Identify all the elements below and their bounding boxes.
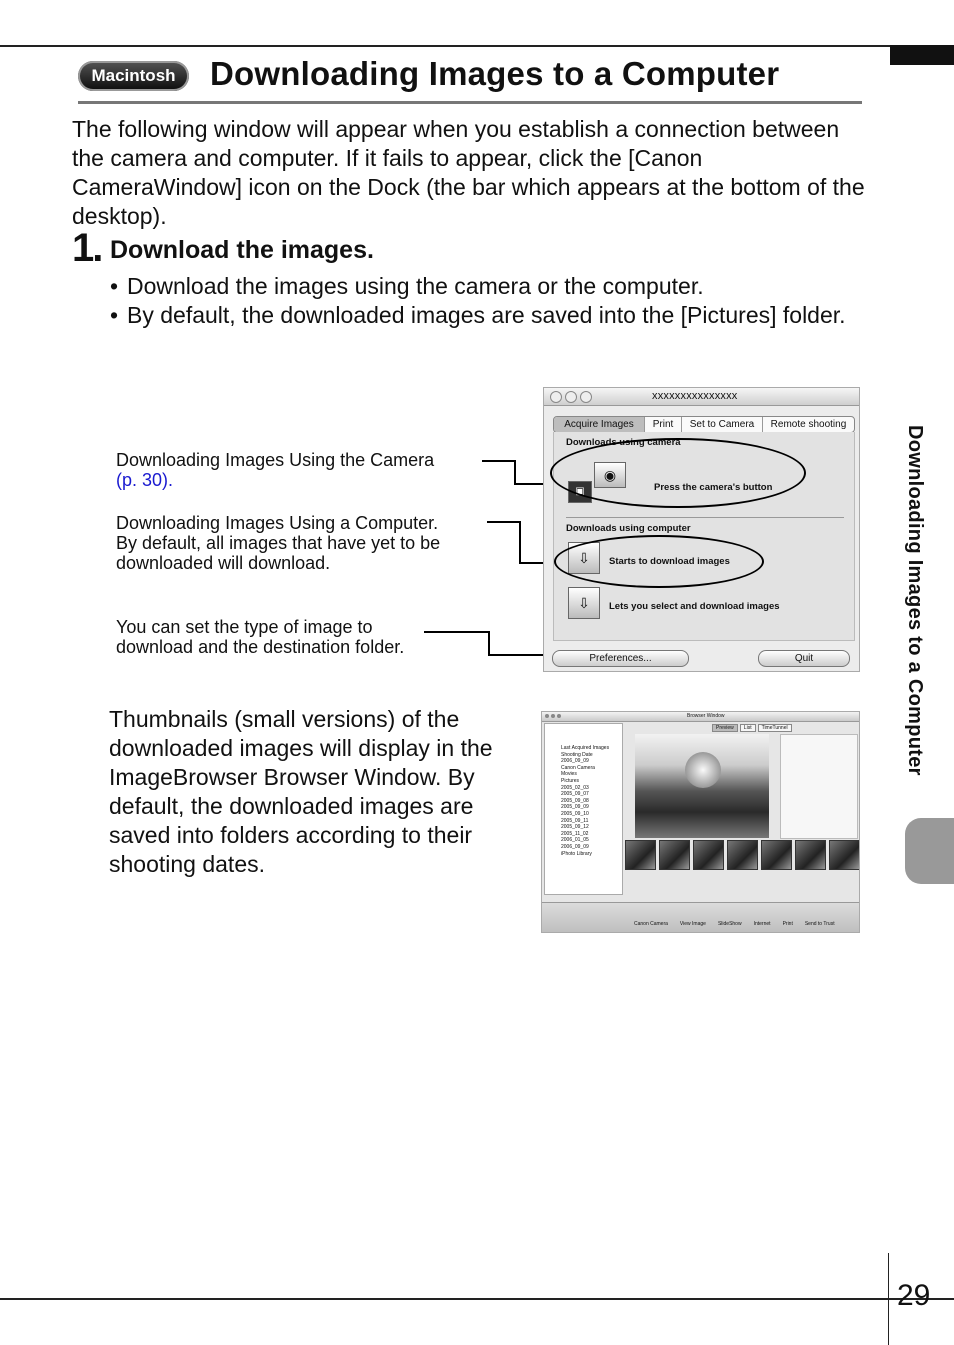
highlight-ellipse	[554, 535, 764, 588]
folder-item[interactable]: 2006_01_05	[561, 837, 589, 844]
zoom-dot-icon[interactable]	[580, 391, 592, 403]
close-dot-icon[interactable]	[545, 714, 549, 718]
top-tab-marker	[890, 45, 954, 65]
thumbnails-paragraph: Thumbnails (small versions) of the downloaded images will display in the ImageBrowser Browser Window. By default, the downloaded images are saved into folders according to their shooting dates.	[109, 706, 493, 877]
browser-toolbar	[542, 902, 859, 933]
quit-button[interactable]: Quit	[758, 650, 850, 667]
camera-body-icon: ▣	[568, 481, 592, 503]
folder-item[interactable]: Canon Camera	[561, 764, 595, 771]
tab-acquire-images[interactable]: Acquire Images	[554, 417, 645, 432]
camera-window-tabs	[553, 416, 855, 433]
close-dot-icon[interactable]	[550, 391, 562, 403]
acquire-panel	[553, 432, 855, 641]
leader-line	[514, 460, 516, 485]
tab-timetunnel[interactable]: TimeTunnel	[758, 724, 792, 732]
callout-camera	[116, 450, 434, 490]
select-download-text[interactable]: Lets you select and download images	[609, 601, 780, 612]
toolbar-button[interactable]: View Image	[679, 921, 706, 927]
folder-item[interactable]: 2005_09_07	[561, 791, 589, 798]
starts-download-text[interactable]: Starts to download images	[609, 556, 730, 567]
select-download-icon[interactable]: ⇩	[568, 587, 600, 619]
folder-item[interactable]: 2005_11_02	[561, 830, 589, 837]
folder-item[interactable]: 2005_09_10	[561, 810, 589, 817]
callout-computer-line2: By default, all images that have yet to be	[116, 533, 441, 553]
callout-computer	[116, 513, 440, 573]
auto-download-icon[interactable]: ⇩	[568, 542, 600, 574]
callout-computer-line1: Downloading Images Using a Computer.	[116, 513, 439, 533]
window-title: xxxxxxxxxxxxxxx	[652, 390, 738, 402]
page-title: Downloading Images to a Computer	[210, 55, 780, 92]
camera-window-screenshot	[543, 387, 860, 672]
folder-item[interactable]: Shooting Date	[561, 751, 593, 758]
preferences-button[interactable]: Preferences...	[552, 650, 689, 667]
folder-item[interactable]: Movies	[561, 771, 577, 778]
thumbnail[interactable]	[795, 840, 826, 870]
tab-remote-shooting[interactable]: Remote shooting	[770, 419, 847, 430]
thumbnail[interactable]	[625, 840, 656, 870]
page-number-divider	[888, 1253, 889, 1345]
browser-titlebar	[542, 712, 859, 722]
toolbar-button[interactable]: SlideShow	[717, 921, 742, 927]
flower-shape	[685, 752, 721, 788]
bottom-rule	[0, 1298, 954, 1300]
thumbnail[interactable]	[693, 840, 724, 870]
chapter-tab	[905, 818, 954, 884]
folder-item[interactable]: 2005_02_03	[561, 784, 589, 791]
browser-view-tabs	[712, 724, 792, 732]
callout-prefs-line1: You can set the type of image to	[116, 617, 373, 637]
browser-title: Browser Window	[687, 713, 725, 719]
thumbnail-strip	[625, 840, 860, 870]
step-number: 1.	[72, 226, 102, 270]
folder-item[interactable]: 2005_09_09	[561, 804, 589, 811]
toolbar-button[interactable]: Canon Camera	[634, 921, 668, 927]
step-bullets	[110, 272, 870, 330]
step-title: Download the images.	[110, 236, 374, 264]
intro-paragraph: The following window will appear when you establish a connection between the camera and computer. If it fails to appear, click the [Canon CameraWindow] icon on the Dock (the bar which appears at the bottom of the desktop).	[72, 116, 865, 229]
info-panel	[780, 734, 858, 839]
folder-item[interactable]: 2006_09_09	[561, 843, 589, 850]
thumbnail[interactable]	[727, 840, 758, 870]
bullet-item: • Download the images using the camera or the computer.	[110, 272, 870, 301]
leader-line	[519, 521, 521, 564]
folder-item[interactable]: 2005_09_08	[561, 797, 589, 804]
tab-set-to-camera[interactable]: Set to Camera	[682, 417, 763, 432]
callout-prefs-line2: download and the destination folder.	[116, 637, 405, 657]
tab-preview[interactable]: Preview	[712, 724, 738, 732]
top-rule	[0, 45, 890, 47]
leader-line	[482, 460, 516, 462]
section-camera-label: Downloads using camera	[566, 437, 681, 448]
toolbar-button[interactable]: Send to Trust	[804, 921, 835, 927]
browser-window-screenshot	[541, 711, 860, 933]
folder-item[interactable]: 2005_09_12	[561, 824, 589, 831]
camera-icon: ◉	[594, 462, 626, 488]
folder-tree[interactable]	[544, 723, 623, 895]
minimize-dot-icon[interactable]	[551, 714, 555, 718]
sidebar-chapter-label: Downloading Images to a Computer	[904, 425, 926, 776]
folder-item[interactable]: 2005_09_11	[561, 817, 589, 824]
press-button-text: Press the camera's button	[654, 482, 773, 493]
leader-line	[424, 631, 490, 633]
page-number: 29	[897, 1279, 931, 1312]
callout-camera-text: Downloading Images Using the Camera	[116, 450, 435, 470]
window-titlebar	[544, 388, 859, 406]
bullet-item: • By default, the downloaded images are saved into the [Pictures] folder.	[110, 301, 870, 330]
leader-line	[488, 631, 490, 656]
thumbnail[interactable]	[659, 840, 690, 870]
section-divider	[566, 517, 844, 518]
highlight-ellipse	[550, 438, 806, 508]
folder-item[interactable]: Pictures	[561, 777, 580, 784]
toolbar-button[interactable]: Internet	[753, 921, 771, 927]
zoom-dot-icon[interactable]	[557, 714, 561, 718]
tab-list[interactable]: List	[740, 724, 756, 732]
thumbnail[interactable]	[829, 840, 860, 870]
title-rule	[78, 101, 862, 104]
section-computer-label: Downloads using computer	[566, 523, 691, 534]
minimize-dot-icon[interactable]	[565, 391, 577, 403]
callout-camera-ref[interactable]: (p. 30).	[116, 470, 174, 490]
preview-photo	[635, 734, 769, 838]
folder-item[interactable]: 2006_09_09	[561, 758, 589, 765]
callout-computer-line3: downloaded will download.	[116, 553, 331, 573]
folder-item[interactable]: iPhoto Library	[561, 850, 592, 857]
toolbar-button[interactable]: Print	[782, 921, 793, 927]
folder-item[interactable]: Last Acquired Images	[561, 745, 610, 751]
macintosh-badge: Macintosh	[78, 61, 189, 91]
thumbnail[interactable]	[761, 840, 792, 870]
tab-print[interactable]: Print	[645, 417, 682, 432]
folder-list	[545, 724, 622, 857]
leader-line	[487, 521, 521, 523]
callout-preferences	[116, 617, 404, 657]
browser-buttons	[634, 921, 835, 927]
